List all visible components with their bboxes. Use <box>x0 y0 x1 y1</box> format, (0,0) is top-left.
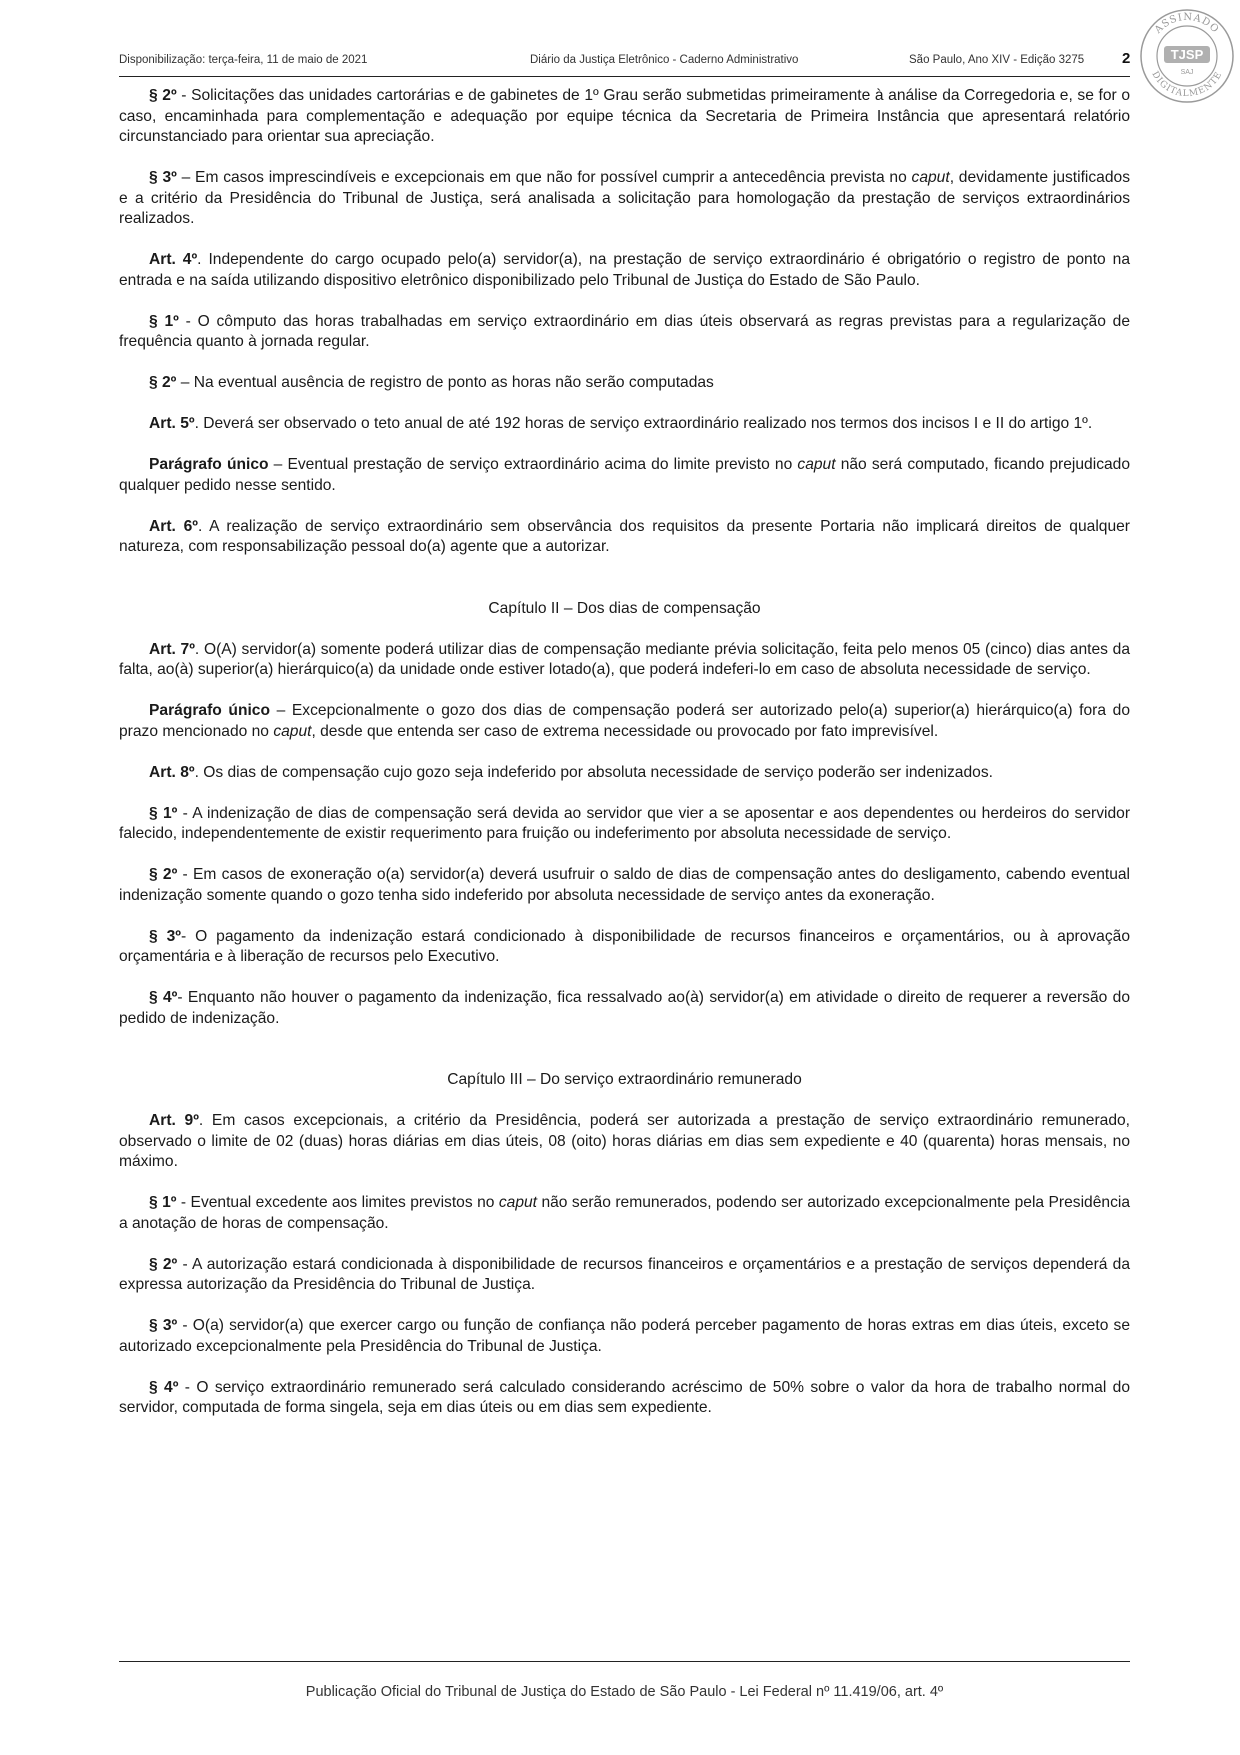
paragraph-label: Art. 4º <box>149 251 198 268</box>
paragraph-label: § 2º <box>149 1255 178 1273</box>
body-paragraph: Art. 8º. Os dias de compensação cujo gozo seja indeferido por absoluta necessidade de serviço poderão ser indenizados. <box>149 763 993 781</box>
paragraph-label: § 2º <box>149 374 177 391</box>
paragraph-label: Art. 5º <box>149 415 195 432</box>
svg-text:DIGITALMENTE: DIGITALMENTE <box>1149 69 1225 100</box>
paragraph-label: § 3º <box>149 169 177 186</box>
paragraph-label: Art. 9º <box>149 1112 199 1129</box>
body-paragraph: § 3º- O pagamento da indenização estará condicionado à disponibilidade de recursos financeiros e orçamentários, ou à aprovação orçamentária e à liberação de recursos pelo Executivo. <box>119 927 1130 965</box>
body-paragraph: § 2º - Em casos de exoneração o(a) servidor(a) deverá usufruir o saldo de dias de compensação antes do desligamento, cabendo eventual indenização somente quando o gozo tenha sido indeferido por absoluta necessidade de serviço antes da exoneração. <box>119 866 1131 904</box>
body-paragraph: Art. 5º. Deverá ser observado o teto anual de até 192 horas de serviço extraordinário realizado nos termos dos incisos I e II do artigo 1º. <box>149 415 1093 432</box>
paragraph-label: Parágrafo único <box>149 702 270 719</box>
document-body <box>119 86 1130 1439</box>
paragraph-label: § 4º <box>149 1378 179 1396</box>
paragraph-label: § 1º <box>149 1194 177 1211</box>
body-paragraph: Art. 7º. O(A) servidor(a) somente poderá utilizar dias de compensação mediante prévia solicitação, feita pelo menos 05 (cinco) dias antes da falta, ao(à) superior(a) hierárquico(a) da unidade onde estiver lotado(a), que poderá indeferi-lo em caso de absoluta necessidade de serviço. <box>119 640 1130 678</box>
paragraph-label: Art. 7º <box>149 640 195 658</box>
body-paragraph: § 1º - O cômputo das horas trabalhadas em serviço extraordinário em dias úteis observará as regras previstas para a regularização de frequência quanto à jornada regular. <box>119 312 1130 350</box>
paragraph-label: Art. 6º <box>149 517 198 535</box>
chapter-heading: Capítulo III – Do serviço extraordinário remunerado <box>447 1071 802 1088</box>
header-date: Disponibilização: terça-feira, 11 de maio de 2021 <box>119 54 368 66</box>
body-paragraph: § 3º - O(a) servidor(a) que exercer cargo ou função de confiança não poderá perceber pagamento de horas extras em dias úteis, exceto se autorizado excepcionalmente pela Presidência do Tribunal de Justiça. <box>119 1317 1131 1355</box>
body-paragraph: Parágrafo único – Excepcionalmente o gozo dos dias de compensação poderá ser autorizado pelo(a) superior(a) hierárquico(a) fora do prazo mencionado no caput, desde que entenda ser caso de extrema necessidade ou provocado por fato imprevisível. <box>119 702 1130 740</box>
paragraph-label: § 2º <box>149 866 178 883</box>
body-paragraph: Art. 9º. Em casos excepcionais, a critério da Presidência, poderá ser autorizada a prestação de serviço extraordinário remunerado, observado o limite de 02 (duas) horas diárias em dias úteis, 08 (oito) horas diárias em dias sem expediente e 40 (quarenta) horas mensais, no máximo. <box>119 1112 1130 1170</box>
body-paragraph: Art. 6º. A realização de serviço extraordinário sem observância dos requisitos da presente Portaria não implicará direitos de qualquer natureza, com responsabilização pessoal do(a) agente que a autorizar. <box>119 517 1130 555</box>
body-paragraph: § 2º - A autorização estará condicionada à disponibilidade de recursos financeiros e orçamentários e a prestação de serviços dependerá da expressa autorização da Presidência do Tribunal de Justiça. <box>119 1255 1130 1293</box>
body-paragraph: Parágrafo único – Eventual prestação de serviço extraordinário acima do limite previsto no caput não será computado, ficando prejudicado qualquer pedido nesse sentido. <box>119 456 1131 494</box>
paragraph-label: § 3º <box>149 1317 178 1334</box>
body-paragraph: § 3º – Em casos imprescindíveis e excepcionais em que não for possível cumprir a antecedência prevista no caput, devidamente justificados e a critério da Presidência do Tribunal de Justiça, será analisada a solicitação para homologação da prestação de serviços extraordinários realizados. <box>119 169 1130 227</box>
digital-signature-seal-icon <box>1139 8 1235 104</box>
paragraph-label: Parágrafo único <box>149 456 269 473</box>
body-paragraph: Art. 4º. Independente do cargo ocupado pelo(a) servidor(a), na prestação de serviço extraordinário é obrigatório o registro de ponto na entrada e na saída utilizando dispositivo eletrônico disponibilizado pelo Tribunal de Justiça do Estado de São Paulo. <box>119 251 1130 289</box>
paragraph-label: Art. 8º <box>149 763 195 781</box>
body-paragraph: § 1º - A indenização de dias de compensação será devida ao servidor que vier a se aposentar e aos dependentes ou herdeiros do servidor falecido, independentemente de existir requerimento para fruição ou indeferimento por absoluta necessidade de serviço. <box>119 804 1131 842</box>
chapter-heading: Capítulo II – Dos dias de compensação <box>488 599 761 617</box>
paragraph-label: § 1º <box>149 804 178 822</box>
svg-text:ASSINADO: ASSINADO <box>1152 11 1222 36</box>
page-header <box>119 48 1130 77</box>
page-footer: Publicação Oficial do Tribunal de Justiça do Estado de São Paulo - Lei Federal nº 11.419/06, art. 4º <box>305 1684 944 1700</box>
svg-text:TJSP: TJSP <box>1170 47 1204 62</box>
body-paragraph: § 4º - O serviço extraordinário remunerado será calculado considerando acréscimo de 50% sobre o valor da hora de trabalho normal do servidor, computada de forma singela, seja em dias úteis ou em dias sem expediente. <box>119 1378 1130 1416</box>
paragraph-label: § 3º <box>149 927 181 945</box>
body-paragraph: § 4º- Enquanto não houver o pagamento da indenização, fica ressalvado ao(à) servidor(a) em atividade o direito de requerer a reversão do pedido de indenização. <box>119 989 1131 1027</box>
body-paragraph: § 2º - Solicitações das unidades cartorárias e de gabinetes de 1º Grau serão submetidas primeiramente à análise da Corregedoria e, se for o caso, encaminhada para complementação e adequação por equipe técnica da Secretaria de Primeira Instância que apresentará relatório circunstanciado para orientar sua apreciação. <box>119 87 1131 145</box>
paragraph-label: § 4º <box>149 989 178 1006</box>
body-paragraph: § 2º – Na eventual ausência de registro de ponto as horas não serão computadas <box>149 374 714 391</box>
body-paragraph: § 1º - Eventual excedente aos limites previstos no caput não serão remunerados, podendo ser autorizado excepcionalmente pela Presidência a anotação de horas de compensação. <box>119 1194 1130 1232</box>
header-publication: Diário da Justiça Eletrônico - Caderno Administrativo <box>530 54 799 66</box>
page-number: 2 <box>1122 50 1131 67</box>
paragraph-label: § 1º <box>149 312 179 330</box>
footer-divider <box>119 1661 1130 1662</box>
header-edition: São Paulo, Ano XIV - Edição 3275 <box>909 54 1085 66</box>
svg-text:SAJ: SAJ <box>1180 69 1194 76</box>
paragraph-label: § 2º <box>149 87 177 104</box>
